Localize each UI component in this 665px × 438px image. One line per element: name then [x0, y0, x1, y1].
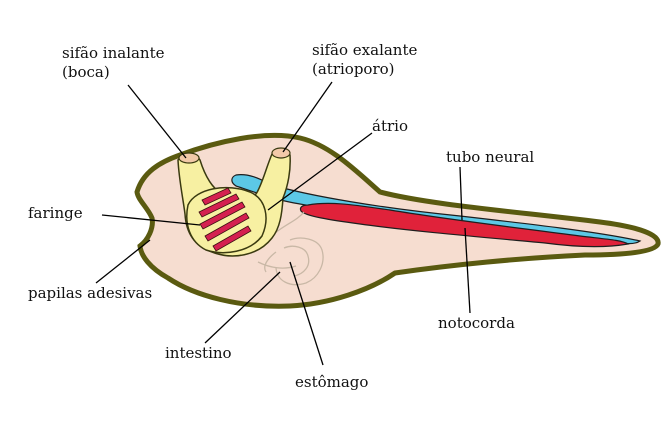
label-sifao-inalante-1: sifão inalante	[62, 44, 165, 62]
label-sifao-exalante-2: (atrioporo)	[312, 60, 395, 78]
leader-papilas	[96, 240, 150, 283]
label-atrio: átrio	[372, 117, 408, 135]
label-tubo-neural: tubo neural	[446, 148, 535, 166]
label-sifao-exalante-1: sifão exalante	[312, 41, 418, 59]
label-notocorda: notocorda	[438, 314, 515, 332]
label-faringe: faringe	[28, 204, 83, 222]
label-papilas-adesivas: papilas adesivas	[28, 284, 153, 302]
label-sifao-inalante-2: (boca)	[62, 63, 110, 81]
inhalant-siphon-opening	[179, 153, 199, 163]
leader-sifao-inalante	[128, 85, 186, 158]
label-estomago: estômago	[295, 373, 369, 391]
label-intestino: intestino	[165, 344, 232, 362]
exhalant-siphon-opening	[272, 148, 290, 158]
